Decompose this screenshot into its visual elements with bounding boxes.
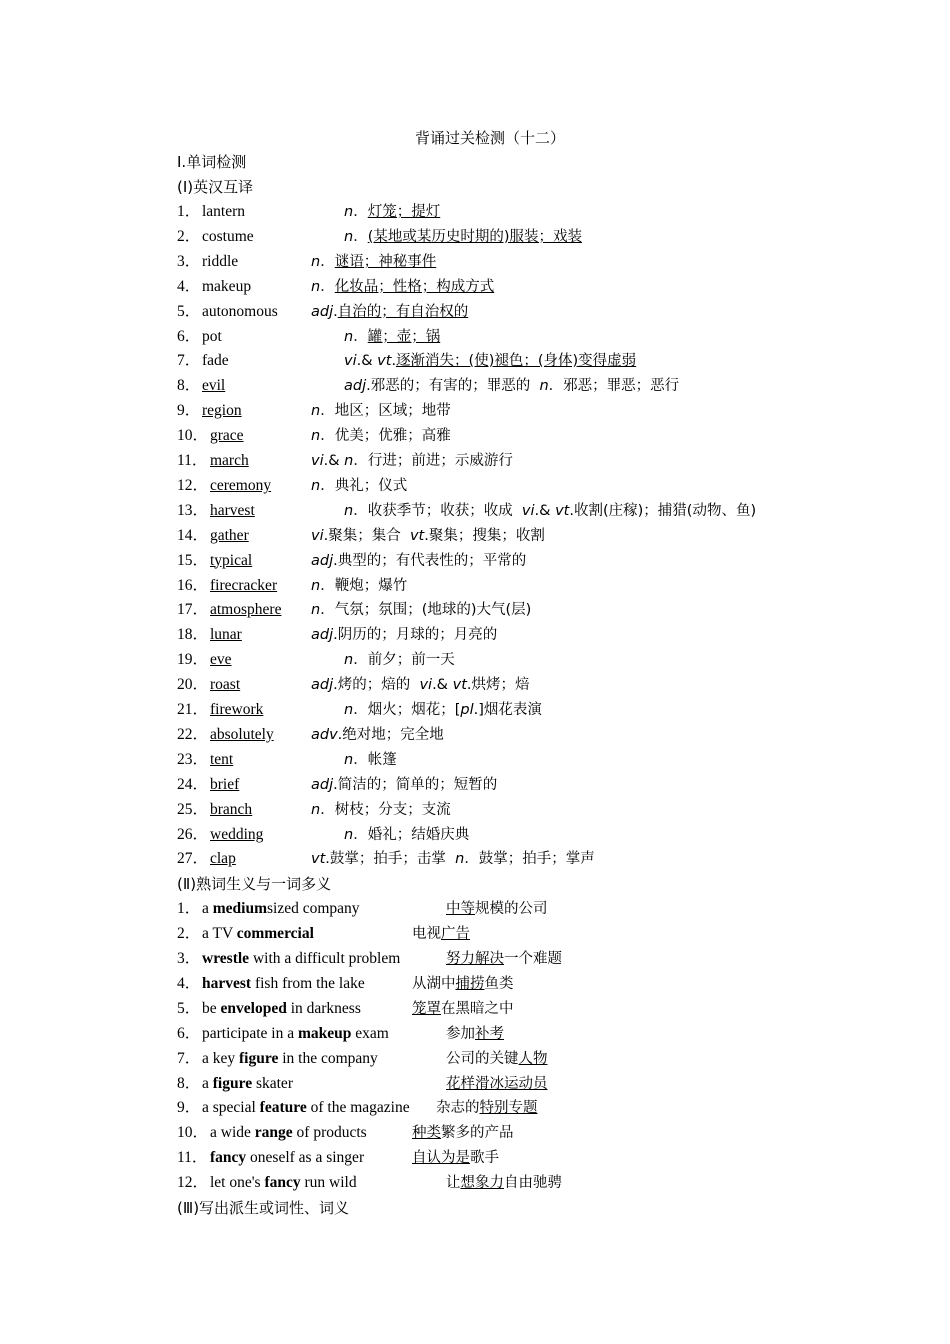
vocab-word: makeup [202, 277, 252, 295]
item-number: 21． [177, 701, 209, 718]
item-number: 18． [177, 626, 209, 644]
item-number: 24． [177, 775, 209, 793]
vocab-word: atmosphere [210, 601, 282, 619]
vocab-meaning: n．罐；壶；锅 [344, 328, 441, 345]
vocab-meaning: n．地区；区域；地带 [311, 403, 451, 420]
item-number: 8． [177, 1074, 201, 1092]
item-number: 27． [177, 850, 209, 868]
vocab-word: lunar [210, 626, 242, 644]
page-title: 背诵过关检测（十二） [414, 129, 565, 147]
vocab-meaning: n．鞭炮；爆竹 [311, 577, 408, 594]
phrase-chinese: 电视广告 [412, 926, 470, 943]
vocab-meaning: adj.典型的；有代表性的；平常的 [311, 552, 527, 569]
phrase-english: a special feature of the magazine [202, 1099, 410, 1117]
item-number: 25． [177, 800, 209, 818]
vocab-word: wedding [210, 825, 264, 843]
section-heading-word-test: Ⅰ.单词检测 [177, 153, 247, 171]
item-number: 5． [177, 999, 201, 1017]
phrase-chinese: 杂志的特别专题 [436, 1100, 538, 1117]
phrase-chinese: 让想象力自由驰骋 [446, 1175, 562, 1192]
phrase-chinese: 自认为是歌手 [412, 1150, 499, 1167]
item-number: 15． [177, 551, 209, 569]
phrase-chinese: 笼罩在黑暗之中 [412, 1000, 514, 1017]
item-number: 17． [177, 601, 209, 619]
item-number: 6． [177, 327, 201, 345]
vocab-word: riddle [202, 252, 239, 270]
vocab-meaning: adj.邪恶的；有害的；罪恶的 n．邪恶；罪恶；恶行 [344, 378, 680, 395]
phrase-chinese: 参加补考 [446, 1025, 504, 1042]
vocab-meaning: adj.烤的；焙的 vi.& vt.烘烤；焙 [311, 677, 530, 694]
part-heading-derivation: (Ⅲ)写出派生或词性、词义 [177, 1199, 350, 1217]
vocab-meaning: n．收获季节；收获；收成 vi.& vt.收割(庄稼)；捕猎(动物、鱼) [344, 502, 757, 519]
phrase-english: harvest fish from the lake [202, 974, 365, 992]
vocab-word: firecracker [210, 576, 278, 594]
vocab-meaning: vi.& vt.逐渐消失；(使)褪色；(身体)变得虚弱 [344, 353, 637, 370]
vocab-word: gather [210, 526, 249, 544]
item-number: 3． [177, 252, 201, 270]
item-number: 4． [177, 974, 201, 992]
vocab-meaning: n．(某地或某历史时期的)服装；戏装 [344, 228, 583, 245]
phrase-english: participate in a makeup exam [202, 1024, 389, 1042]
vocab-meaning: n．烟火；烟花；[pl.]烟花表演 [344, 702, 542, 718]
vocab-word: autonomous [202, 302, 278, 320]
vocab-word: costume [202, 227, 254, 245]
vocab-meaning: n．谜语；神秘事件 [311, 253, 437, 270]
part-heading-translation: (Ⅰ)英汉互译 [177, 178, 254, 196]
item-number: 19． [177, 651, 209, 669]
vocab-word: pot [202, 327, 222, 345]
item-number: 26． [177, 825, 209, 843]
vocab-meaning: n．树枝；分支；支流 [311, 801, 451, 818]
vocab-meaning: vi.聚集；集合 vt.聚集；搜集；收割 [311, 527, 545, 544]
phrase-english: let one's fancy run wild [210, 1174, 357, 1192]
vocab-meaning: n．气氛；氛围；(地球的)大气(层) [311, 602, 532, 619]
vocab-word: lantern [202, 203, 246, 220]
item-number: 2． [177, 925, 201, 943]
phrase-chinese: 努力解决一个难题 [446, 951, 562, 967]
vocab-meaning: adj.简洁的；简单的；短暂的 [311, 776, 498, 793]
item-number: 23． [177, 750, 209, 768]
phrase-english: a key figure in the company [202, 1049, 378, 1067]
vocab-word: firework [210, 701, 264, 718]
vocab-word: fade [202, 352, 229, 370]
phrase-chinese: 种类繁多的产品 [412, 1125, 514, 1142]
item-number: 7． [177, 352, 201, 370]
vocab-word: typical [210, 551, 253, 569]
item-number: 16． [177, 576, 209, 594]
vocab-meaning: n．优美；优雅；高雅 [311, 428, 451, 445]
vocab-word: region [202, 402, 242, 420]
item-number: 5． [177, 302, 201, 320]
item-number: 7． [177, 1049, 201, 1067]
vocab-word: grace [210, 427, 244, 445]
phrase-english: a wide range of products [210, 1124, 367, 1142]
vocab-meaning: n．典礼；仪式 [311, 477, 408, 494]
vocab-meaning: vi.& n．行进；前进；示威游行 [311, 453, 513, 469]
vocab-word: ceremony [210, 476, 272, 494]
phrase-english: a figure skater [202, 1074, 293, 1092]
phrase-chinese: 公司的关键人物 [446, 1050, 548, 1067]
vocab-word: evil [202, 377, 226, 395]
part-heading-polysemy: (Ⅱ)熟词生义与一词多义 [177, 875, 332, 894]
item-number: 3． [177, 950, 201, 967]
phrase-chinese: 花样滑冰运动员 [446, 1075, 548, 1092]
item-number: 14． [177, 526, 209, 544]
phrase-english: fancy oneself as a singer [210, 1149, 365, 1167]
vocab-word: branch [210, 800, 253, 818]
vocab-word: clap [210, 850, 236, 868]
vocab-meaning: adj.阴历的；月球的；月亮的 [311, 627, 498, 644]
vocab-word: harvest [210, 501, 255, 519]
item-number: 10． [177, 1124, 209, 1142]
vocab-word: tent [210, 750, 234, 768]
vocab-meaning: n．婚礼；结婚庆典 [344, 826, 470, 843]
vocab-word: absolutely [210, 725, 274, 743]
item-number: 10． [177, 427, 209, 445]
item-number: 6． [177, 1024, 201, 1042]
vocab-word: brief [210, 775, 240, 793]
vocab-meaning: n．帐篷 [344, 751, 397, 768]
vocab-meaning: adv.绝对地；完全地 [311, 726, 444, 743]
item-number: 22． [177, 725, 209, 743]
item-number: 9． [177, 1099, 201, 1117]
item-number: 13． [177, 501, 209, 519]
phrase-chinese: 中等规模的公司 [446, 901, 548, 918]
item-number: 12． [177, 1174, 209, 1192]
vocab-word: eve [210, 651, 232, 669]
phrase-english: be enveloped in darkness [202, 999, 361, 1017]
item-number: 8． [177, 377, 201, 395]
item-number: 1． [177, 900, 201, 918]
item-number: 11． [177, 452, 208, 469]
item-number: 11． [177, 1149, 208, 1167]
item-number: 4． [177, 277, 201, 295]
vocab-word: roast [210, 676, 241, 694]
phrase-english: a TV commercial [202, 925, 314, 943]
vocab-meaning: n．灯笼；提灯 [344, 204, 441, 220]
phrase-english: wrestle with a difficult problem [202, 950, 401, 967]
item-number: 9． [177, 402, 201, 420]
item-number: 2． [177, 227, 201, 245]
item-number: 1． [177, 203, 201, 220]
vocab-meaning: adj.自治的；有自治权的 [311, 303, 469, 320]
phrase-chinese: 从湖中捕捞鱼类 [412, 975, 514, 992]
item-number: 12． [177, 476, 209, 494]
vocab-meaning: vt.鼓掌；拍手；击掌 n．鼓掌；拍手；掌声 [311, 851, 595, 868]
phrase-english: a mediumsized company [202, 900, 360, 918]
item-number: 20． [177, 676, 209, 694]
vocab-word: march [210, 452, 249, 469]
vocab-meaning: n．前夕；前一天 [344, 652, 455, 669]
vocab-meaning: n．化妆品；性格；构成方式 [311, 278, 495, 295]
